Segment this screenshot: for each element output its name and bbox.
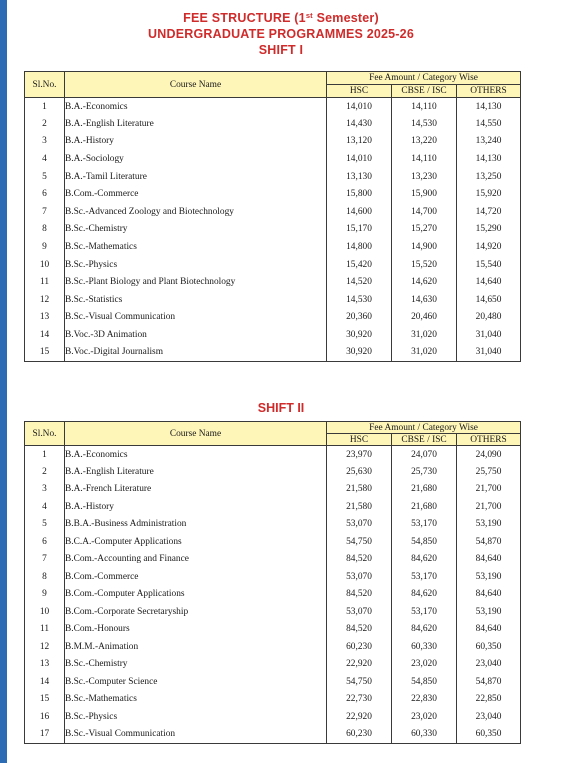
col-header-slno: Sl.No. [25, 422, 65, 446]
cell-slno: 6 [25, 185, 65, 203]
cell-course-name: B.A.-Tamil Literature [65, 168, 327, 186]
cell-fee-cbse: 15,900 [392, 185, 457, 203]
table-row [25, 115, 521, 133]
cell-course-name: B.Sc.-Advanced Zoology and Biotechnology [65, 203, 327, 221]
table-row [25, 221, 521, 239]
cell-fee-cbse: 14,900 [392, 238, 457, 256]
cell-slno: 14 [25, 326, 65, 344]
cell-fee-cbse: 25,730 [392, 463, 457, 481]
cell-course-name: B.A.-English Literature [65, 463, 327, 481]
cell-course-name: B.Sc.-Visual Communication [65, 726, 327, 744]
cell-fee-cbse: 22,830 [392, 691, 457, 709]
cell-slno: 4 [25, 150, 65, 168]
table-row [25, 516, 521, 534]
cell-course-name: B.Com.-Accounting and Finance [65, 551, 327, 569]
cell-course-name: B.A.-English Literature [65, 115, 327, 133]
cell-fee-cbse: 54,850 [392, 673, 457, 691]
cell-fee-cbse: 15,270 [392, 221, 457, 239]
cell-fee-hsc: 53,070 [327, 568, 392, 586]
cell-course-name: B.Com.-Corporate Secretaryship [65, 603, 327, 621]
cell-fee-hsc: 15,800 [327, 185, 392, 203]
cell-fee-others: 14,720 [457, 203, 521, 221]
table-row [25, 133, 521, 151]
shift1-fee-table [24, 71, 521, 362]
cell-fee-others: 14,130 [457, 150, 521, 168]
cell-fee-others: 22,850 [457, 691, 521, 709]
table-row [25, 203, 521, 221]
table-row [25, 621, 521, 639]
cell-slno: 9 [25, 586, 65, 604]
cell-fee-hsc: 21,580 [327, 498, 392, 516]
cell-slno: 14 [25, 673, 65, 691]
table-row [25, 185, 521, 203]
cell-course-name: B.Com.-Computer Applications [65, 586, 327, 604]
cell-fee-cbse: 13,220 [392, 133, 457, 151]
cell-slno: 10 [25, 256, 65, 274]
cell-fee-others: 54,870 [457, 673, 521, 691]
cell-fee-hsc: 15,170 [327, 221, 392, 239]
col-header-slno: Sl.No. [25, 72, 65, 98]
cell-fee-cbse: 53,170 [392, 516, 457, 534]
table-row [25, 291, 521, 309]
cell-fee-others: 14,920 [457, 238, 521, 256]
table-row [25, 498, 521, 516]
cell-fee-others: 84,640 [457, 551, 521, 569]
table-row [25, 238, 521, 256]
cell-fee-cbse: 24,070 [392, 446, 457, 464]
cell-fee-cbse: 31,020 [392, 326, 457, 344]
cell-fee-cbse: 84,620 [392, 551, 457, 569]
cell-slno: 10 [25, 603, 65, 621]
cell-fee-others: 84,640 [457, 621, 521, 639]
col-header-fee-group: Fee Amount / Category Wise [327, 422, 521, 434]
header-title: FEE STRUCTURE (1st Semester) [183, 11, 379, 25]
cell-fee-cbse: 53,170 [392, 568, 457, 586]
cell-fee-others: 54,870 [457, 533, 521, 551]
shift2-fee-table [24, 421, 521, 744]
table-row [25, 708, 521, 726]
table-row [25, 481, 521, 499]
cell-fee-others: 13,250 [457, 168, 521, 186]
cell-slno: 2 [25, 463, 65, 481]
cell-fee-hsc: 84,520 [327, 551, 392, 569]
cell-fee-cbse: 23,020 [392, 656, 457, 674]
cell-fee-others: 24,090 [457, 446, 521, 464]
cell-slno: 12 [25, 291, 65, 309]
cell-course-name: B.A.-History [65, 498, 327, 516]
cell-course-name: B.Com.-Commerce [65, 185, 327, 203]
table-row [25, 656, 521, 674]
cell-fee-others: 23,040 [457, 708, 521, 726]
cell-fee-cbse: 21,680 [392, 481, 457, 499]
col-header-course: Course Name [65, 422, 327, 446]
cell-fee-hsc: 13,130 [327, 168, 392, 186]
cell-fee-hsc: 22,920 [327, 656, 392, 674]
cell-fee-others: 21,700 [457, 481, 521, 499]
cell-fee-others: 15,540 [457, 256, 521, 274]
cell-course-name: B.A.-Sociology [65, 150, 327, 168]
cell-fee-hsc: 22,920 [327, 708, 392, 726]
cell-fee-others: 21,700 [457, 498, 521, 516]
cell-fee-cbse: 31,020 [392, 344, 457, 362]
cell-course-name: B.Com.-Honours [65, 621, 327, 639]
cell-fee-hsc: 53,070 [327, 516, 392, 534]
table-row [25, 691, 521, 709]
table-row [25, 168, 521, 186]
shift1-title: SHIFT I [258, 43, 304, 57]
header-subtitle: UNDERGRADUATE PROGRAMMES 2025-26 [148, 27, 414, 41]
cell-slno: 7 [25, 551, 65, 569]
table-row [25, 603, 521, 621]
cell-fee-cbse: 60,330 [392, 726, 457, 744]
cell-slno: 5 [25, 516, 65, 534]
cell-fee-hsc: 14,600 [327, 203, 392, 221]
left-accent-bar [0, 0, 7, 763]
table-row [25, 98, 521, 116]
cell-slno: 9 [25, 238, 65, 256]
cell-slno: 11 [25, 273, 65, 291]
cell-fee-cbse: 14,700 [392, 203, 457, 221]
cell-slno: 3 [25, 133, 65, 151]
cell-fee-cbse: 13,230 [392, 168, 457, 186]
cell-fee-hsc: 14,520 [327, 273, 392, 291]
cell-fee-others: 23,040 [457, 656, 521, 674]
cell-fee-hsc: 14,010 [327, 98, 392, 116]
cell-fee-cbse: 20,460 [392, 309, 457, 327]
cell-fee-others: 20,480 [457, 309, 521, 327]
cell-fee-others: 15,920 [457, 185, 521, 203]
cell-fee-hsc: 60,230 [327, 726, 392, 744]
cell-slno: 2 [25, 115, 65, 133]
cell-slno: 11 [25, 621, 65, 639]
cell-fee-others: 14,650 [457, 291, 521, 309]
cell-course-name: B.Sc.-Physics [65, 256, 327, 274]
cell-fee-cbse: 14,620 [392, 273, 457, 291]
cell-fee-cbse: 54,850 [392, 533, 457, 551]
table-row [25, 673, 521, 691]
table-row [25, 586, 521, 604]
cell-fee-cbse: 84,620 [392, 621, 457, 639]
cell-slno: 1 [25, 98, 65, 116]
cell-course-name: B.A.-History [65, 133, 327, 151]
cell-fee-others: 84,640 [457, 586, 521, 604]
cell-fee-others: 31,040 [457, 344, 521, 362]
page-header [0, 10, 562, 58]
cell-fee-hsc: 84,520 [327, 586, 392, 604]
cell-slno: 4 [25, 498, 65, 516]
cell-fee-hsc: 54,750 [327, 533, 392, 551]
table-row [25, 256, 521, 274]
cell-slno: 3 [25, 481, 65, 499]
cell-fee-hsc: 14,800 [327, 238, 392, 256]
cell-fee-others: 15,290 [457, 221, 521, 239]
table-row [25, 551, 521, 569]
cell-fee-cbse: 14,110 [392, 150, 457, 168]
cell-slno: 15 [25, 344, 65, 362]
cell-fee-cbse: 23,020 [392, 708, 457, 726]
cell-course-name: B.Sc.-Computer Science [65, 673, 327, 691]
cell-fee-hsc: 14,530 [327, 291, 392, 309]
cell-fee-hsc: 22,730 [327, 691, 392, 709]
cell-fee-hsc: 30,920 [327, 344, 392, 362]
cell-fee-cbse: 53,170 [392, 603, 457, 621]
cell-fee-cbse: 15,520 [392, 256, 457, 274]
table-row [25, 568, 521, 586]
cell-fee-hsc: 23,970 [327, 446, 392, 464]
cell-slno: 7 [25, 203, 65, 221]
table-row [25, 463, 521, 481]
cell-fee-others: 53,190 [457, 603, 521, 621]
cell-slno: 17 [25, 726, 65, 744]
cell-slno: 8 [25, 221, 65, 239]
cell-course-name: B.Com.-Commerce [65, 568, 327, 586]
cell-slno: 8 [25, 568, 65, 586]
col-header-others: OTHERS [457, 85, 521, 98]
table-row [25, 150, 521, 168]
cell-slno: 15 [25, 691, 65, 709]
cell-course-name: B.C.A.-Computer Applications [65, 533, 327, 551]
cell-course-name: B.Sc.-Visual Communication [65, 309, 327, 327]
cell-course-name: B.Voc.-3D Animation [65, 326, 327, 344]
cell-course-name: B.Sc.-Chemistry [65, 221, 327, 239]
cell-fee-others: 53,190 [457, 516, 521, 534]
cell-fee-others: 14,640 [457, 273, 521, 291]
cell-course-name: B.A.-Economics [65, 446, 327, 464]
cell-course-name: B.Sc.-Statistics [65, 291, 327, 309]
cell-fee-others: 14,130 [457, 98, 521, 116]
cell-fee-hsc: 84,520 [327, 621, 392, 639]
cell-fee-hsc: 30,920 [327, 326, 392, 344]
cell-slno: 5 [25, 168, 65, 186]
cell-fee-hsc: 54,750 [327, 673, 392, 691]
cell-fee-others: 13,240 [457, 133, 521, 151]
col-header-course: Course Name [65, 72, 327, 98]
cell-fee-others: 31,040 [457, 326, 521, 344]
cell-course-name: B.Sc.-Mathematics [65, 691, 327, 709]
cell-fee-cbse: 21,680 [392, 498, 457, 516]
cell-fee-hsc: 60,230 [327, 638, 392, 656]
cell-fee-hsc: 20,360 [327, 309, 392, 327]
col-header-fee-group: Fee Amount / Category Wise [327, 72, 521, 85]
cell-fee-hsc: 14,430 [327, 115, 392, 133]
table-row [25, 344, 521, 362]
col-header-hsc: HSC [327, 85, 392, 98]
cell-course-name: B.M.M.-Animation [65, 638, 327, 656]
cell-fee-others: 53,190 [457, 568, 521, 586]
cell-slno: 16 [25, 708, 65, 726]
table-row [25, 533, 521, 551]
cell-course-name: B.Sc.-Mathematics [65, 238, 327, 256]
cell-fee-cbse: 14,110 [392, 98, 457, 116]
table-row [25, 273, 521, 291]
cell-fee-cbse: 14,630 [392, 291, 457, 309]
cell-fee-cbse: 84,620 [392, 586, 457, 604]
col-header-hsc: HSC [327, 434, 392, 446]
cell-slno: 6 [25, 533, 65, 551]
cell-slno: 13 [25, 656, 65, 674]
cell-fee-hsc: 21,580 [327, 481, 392, 499]
cell-course-name: B.A.-Economics [65, 98, 327, 116]
cell-fee-hsc: 25,630 [327, 463, 392, 481]
col-header-others: OTHERS [457, 434, 521, 446]
cell-fee-hsc: 53,070 [327, 603, 392, 621]
cell-fee-others: 25,750 [457, 463, 521, 481]
cell-course-name: B.Voc.-Digital Journalism [65, 344, 327, 362]
cell-course-name: B.Sc.-Chemistry [65, 656, 327, 674]
table-row [25, 326, 521, 344]
cell-course-name: B.Sc.-Physics [65, 708, 327, 726]
cell-fee-others: 60,350 [457, 638, 521, 656]
cell-fee-hsc: 15,420 [327, 256, 392, 274]
cell-slno: 13 [25, 309, 65, 327]
table-row [25, 726, 521, 744]
cell-fee-others: 14,550 [457, 115, 521, 133]
table-row [25, 309, 521, 327]
cell-slno: 12 [25, 638, 65, 656]
cell-course-name: B.A.-French Literature [65, 481, 327, 499]
cell-fee-others: 60,350 [457, 726, 521, 744]
table-row [25, 638, 521, 656]
shift2-title: SHIFT II [257, 401, 305, 415]
cell-fee-hsc: 14,010 [327, 150, 392, 168]
cell-fee-cbse: 60,330 [392, 638, 457, 656]
cell-fee-cbse: 14,530 [392, 115, 457, 133]
cell-course-name: B.Sc.-Plant Biology and Plant Biotechnology [65, 273, 327, 291]
col-header-cbse: CBSE / ISC [392, 434, 457, 446]
col-header-cbse: CBSE / ISC [392, 85, 457, 98]
cell-course-name: B.B.A.-Business Administration [65, 516, 327, 534]
cell-fee-hsc: 13,120 [327, 133, 392, 151]
table-row [25, 446, 521, 464]
cell-slno: 1 [25, 446, 65, 464]
